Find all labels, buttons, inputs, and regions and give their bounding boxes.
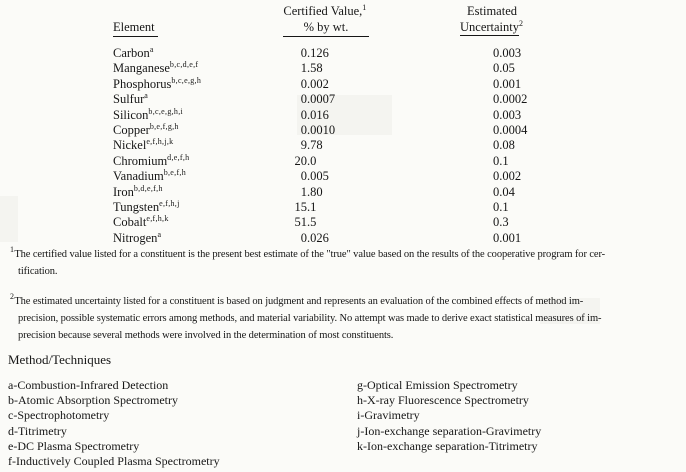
method-superscript: a <box>144 91 149 101</box>
footnote-text-line: tification. <box>18 266 58 277</box>
uncertainty-value: 0.003 <box>493 107 522 122</box>
col-header-uncertainty: Uncertainty$^2$ <box>460 19 524 34</box>
element-name: Carbon <box>113 46 150 60</box>
table-row <box>113 185 527 200</box>
element-name: Iron <box>113 184 134 199</box>
element-name: Sulfur <box>113 92 145 107</box>
certified-value: 20 .0 <box>294 153 317 168</box>
uncertainty-value: 0.002 <box>493 169 522 184</box>
table-row <box>113 46 527 61</box>
table-header <box>0 0 686 44</box>
methods-list <box>8 378 541 469</box>
table-row <box>113 108 527 123</box>
method-superscript: b,c,e,g,h <box>171 75 202 85</box>
table-row <box>113 77 527 92</box>
footnote-1 <box>10 246 682 280</box>
scan-artifact <box>0 196 18 242</box>
method-item: e-DC Plasma Spectrometry <box>8 438 140 453</box>
method-item: h-X-ray Fluorescence Spectrometry <box>357 393 529 408</box>
method-superscript: d,e,f,h <box>167 152 190 162</box>
certified-value: 15 .1 <box>294 199 317 214</box>
table-row <box>113 169 527 184</box>
method-superscript: b,d,e,f,h <box>133 183 163 193</box>
certified-value: 0 .002 <box>300 76 329 91</box>
method-superscript: b,c,e,g,h,i <box>148 106 184 116</box>
uncertainty-value: 0.3 <box>493 215 509 230</box>
certified-value: 0 .016 <box>300 107 329 122</box>
col-header-element: Element <box>113 20 158 37</box>
method-superscript: b,e,f,g,h <box>149 121 179 131</box>
method-item: k-Ion-exchange separation-Titrimetry <box>357 438 538 453</box>
method-item: f-Inductively Coupled Plasma Spectrometry <box>8 454 220 469</box>
col-header-certified-value: Certified Value,$^1$ <box>283 3 367 18</box>
footnote-marker: 2 <box>10 292 15 301</box>
element-name: Cobalt <box>113 215 147 230</box>
method-superscript: b,c,d,e,f <box>169 60 199 70</box>
certified-value: 1 .80 <box>300 184 323 199</box>
uncertainty-value: 0.04 <box>493 184 515 199</box>
uncertainty-value: 0.001 <box>493 76 522 91</box>
methods-column-right <box>357 378 541 469</box>
method-superscript: b,e,f,h <box>163 168 187 178</box>
footnote-text-line: The certified value listed for a constituent is the present best estimate of the "true" value based on the results of the cooperative program for cer- <box>14 249 606 260</box>
method-superscript: e,f,h,k <box>146 214 169 224</box>
method-superscript: a <box>157 229 162 239</box>
method-superscript: e,f,h,j,k <box>146 137 174 147</box>
uncertainty-value: 0.1 <box>493 153 509 168</box>
table-row <box>113 92 527 107</box>
certified-value: 0 .126 <box>300 46 329 60</box>
element-name: Nitrogen <box>113 230 158 245</box>
methods-column-left <box>8 378 357 469</box>
certified-value: 1 .58 <box>300 61 323 76</box>
footnote-2 <box>10 293 682 344</box>
col-header-estimated: Estimated <box>467 4 517 18</box>
certified-value: 9 .78 <box>300 138 323 153</box>
method-superscript: e,f,h,j <box>159 198 180 208</box>
element-name: Copper <box>113 122 150 137</box>
method-item: b-Atomic Absorption Spectrometry <box>8 393 178 408</box>
method-item: d-Titrimetry <box>8 423 67 438</box>
footnote-text-line: precision because several methods were involved in the determination of most constituents. <box>18 330 394 341</box>
footnotes <box>10 246 682 357</box>
uncertainty-value: 0.08 <box>493 138 515 153</box>
uncertainty-value: 0.003 <box>493 46 522 60</box>
element-name: Nickel <box>113 138 147 153</box>
element-name: Chromium <box>113 153 168 168</box>
certified-values-table <box>113 46 527 246</box>
footnote-ref-1: 1 <box>362 3 367 12</box>
table-row <box>113 200 527 215</box>
uncertainty-value: 0.1 <box>493 199 509 214</box>
col-header-percent-by-wt: % by wt. <box>283 20 369 37</box>
method-item: j-Ion-exchange separation-Gravimetry <box>357 423 542 438</box>
method-item: a-Combustion-Infrared Detection <box>8 378 169 392</box>
method-item: g-Optical Emission Spectrometry <box>357 378 518 392</box>
uncertainty-value: 0.0002 <box>493 92 528 107</box>
footnote-text-line: The estimated uncertainty listed for a constituent is based on judgment and represents an evaluation of the combined effects of method im- <box>14 296 584 307</box>
table-row <box>113 61 527 76</box>
uncertainty-value: 0.001 <box>493 230 522 245</box>
element-name: Silicon <box>113 107 149 122</box>
element-name: Manganese <box>113 61 170 76</box>
table-row <box>113 154 527 169</box>
methods-heading: Method/Techniques <box>8 352 112 367</box>
element-name: Phosphorus <box>113 76 172 91</box>
table-row <box>113 231 527 246</box>
footnote-ref-2: 2 <box>519 19 524 28</box>
table-row <box>113 215 527 230</box>
element-name: Tungsten <box>113 199 160 214</box>
method-superscript: a <box>149 45 154 54</box>
table-row <box>113 123 527 138</box>
method-item: i-Gravimetry <box>357 408 420 423</box>
footnote-text-line: precision, possible systematic errors among methods, and material variability. No attempt was made to derive exact statistical measures of im- <box>18 313 602 324</box>
uncertainty-value: 0.0004 <box>493 122 528 137</box>
certified-value: 0 .0007 <box>300 92 336 107</box>
element-name: Vanadium <box>113 169 164 184</box>
uncertainty-value: 0.05 <box>493 61 515 76</box>
method-item: c-Spectrophotometry <box>8 408 110 423</box>
table-row <box>113 138 527 153</box>
certified-value: 0 .005 <box>300 169 329 184</box>
certified-value: 51 .5 <box>294 215 317 230</box>
certified-value: 0 .026 <box>300 230 329 245</box>
footnote-marker: 1 <box>10 245 15 254</box>
certified-value: 0 .0010 <box>300 122 336 137</box>
